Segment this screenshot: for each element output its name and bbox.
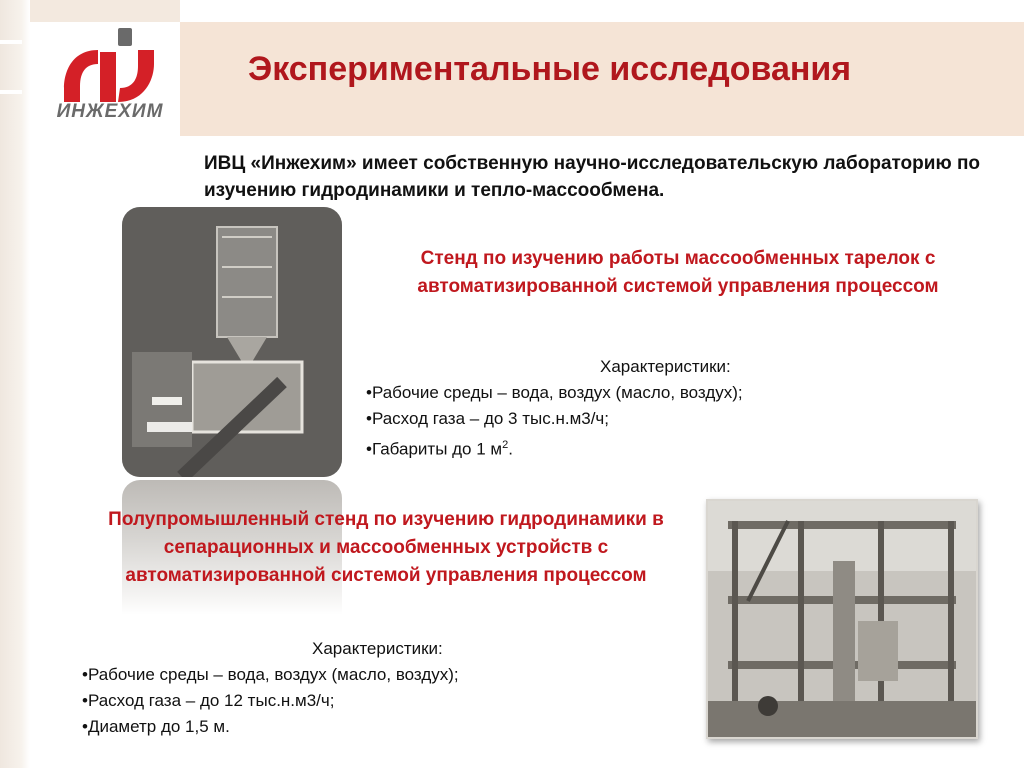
logo-text: ИНЖЕХИМ [56, 101, 164, 122]
stand1-item3-sup: 2 [502, 439, 509, 451]
stand2-title: Полупромышленный стенд по изучению гидродинамики в сепарационных и массообменных устройств с автоматизированной системой управления процессом [108, 509, 664, 586]
strip-tick [0, 40, 22, 44]
stand2-photo [706, 499, 978, 739]
intro-text: ИВЦ «Инжехим» имеет собственную научно-исследовательскую лабораторию по изучению гидродинамики и тепло-массообмена. [204, 153, 981, 201]
stand1-char-item: •Рабочие среды – вода, воздух (масло, воздух); [366, 383, 743, 402]
stand1-title: Стенд по изучению работы массообменных тарелок с автоматизированной системой управления процессом [417, 248, 939, 297]
stand1-char-item: •Расход газа – до 3 тыс.н.м3/ч; [366, 409, 610, 428]
stand2-char-item: •Диаметр до 1,5 м. [82, 717, 230, 736]
stand2-photo-image [708, 501, 976, 737]
stand1-photo [122, 207, 342, 477]
stand1-item3-text: •Габариты до 1 м [366, 439, 503, 459]
left-decorative-strip [0, 0, 30, 768]
stand1-char-item [366, 432, 836, 463]
top-beige-bar [30, 0, 180, 22]
strip-tick [0, 90, 22, 94]
stand1-item3-suffix: . [508, 439, 513, 459]
stand1-characteristics [366, 354, 836, 463]
stand2-char-item: •Рабочие среды – вода, воздух (масло, воздух); [82, 665, 459, 684]
stand2-chars-heading: Характеристики: [312, 639, 443, 658]
stand1-chars-heading: Характеристики: [600, 357, 731, 376]
stand1-photo-image [122, 207, 342, 477]
stand2-characteristics [82, 636, 602, 740]
page-title: Экспериментальные исследования [248, 50, 852, 88]
stand2-char-item: •Расход газа – до 12 тыс.н.м3/ч; [82, 691, 335, 710]
